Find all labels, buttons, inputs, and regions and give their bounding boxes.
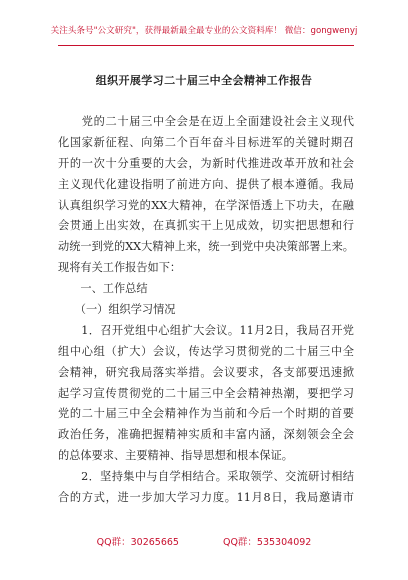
body-line: 合的方式，进一步加大学习力度。11月8日，我局邀请市 — [58, 491, 354, 505]
document-body — [58, 112, 354, 509]
body-line: 政治任务，准确把握精神实质和丰富内涵，深刻领会全会 — [58, 428, 354, 442]
document-title: 组织开展学习二十届三中全会精神工作报告 — [95, 74, 313, 87]
promo-header: 关注头条号"公文研究"，获得最新最全最专业的公文资料库！ 微信：gongwenyj — [50, 26, 358, 36]
body-line: 现将有关工作报告如下： — [58, 261, 182, 275]
body-line: 开的一次十分重要的大会，为新时代推进改革开放和社会 — [58, 156, 354, 170]
subsection-heading: （一）组织学习情况 — [58, 303, 176, 317]
body-line: 党的二十届三中全会是在迈上全面建设社会主义现代 — [58, 115, 354, 128]
body-line: 起学习宣传贯彻党的二十届三中全会精神热潮，要把学习 — [58, 386, 354, 400]
body-line: 认真组织学习党的XX大精神，在学深悟透上下功夫，在融 — [58, 198, 354, 212]
qq-group-2: QQ群：535304092 — [222, 537, 312, 548]
header-divider — [58, 45, 354, 46]
body-line: 组中心组（扩大）会议，传达学习贯彻党的二十届三中全 — [58, 344, 354, 358]
body-line: 会贯通上出实效，在真抓实干上见成效，切实把思想和行 — [58, 219, 354, 233]
body-line: 党的二十届三中全会精神作为当前和今后一个时期的首要 — [58, 407, 354, 421]
body-line: 1．召开党组中心组扩大会议。11月2日，我局召开党 — [58, 323, 354, 337]
body-line: 主义现代化建设指明了前进方向、提供了根本遵循。我局 — [58, 177, 354, 191]
qq-group-1: QQ群：30265665 — [96, 537, 179, 548]
body-line: 会精神，研究我局落实举措。会议要求，各支部要迅速掀 — [58, 365, 354, 379]
body-line: 动统一到党的XX大精神上来，统一到党中央决策部署上来。 — [58, 240, 354, 254]
body-line: 化国家新征程、向第二个百年奋斗目标进军的关键时期召 — [58, 135, 354, 149]
body-line: 的总体要求、主要精神、指导思想和根本保证。 — [58, 449, 293, 463]
section-heading: 一、工作总结 — [58, 282, 148, 296]
qq-footer — [0, 534, 408, 548]
body-line: 2．坚持集中与自学相结合。采取领学、交流研讨相结 — [58, 470, 354, 484]
